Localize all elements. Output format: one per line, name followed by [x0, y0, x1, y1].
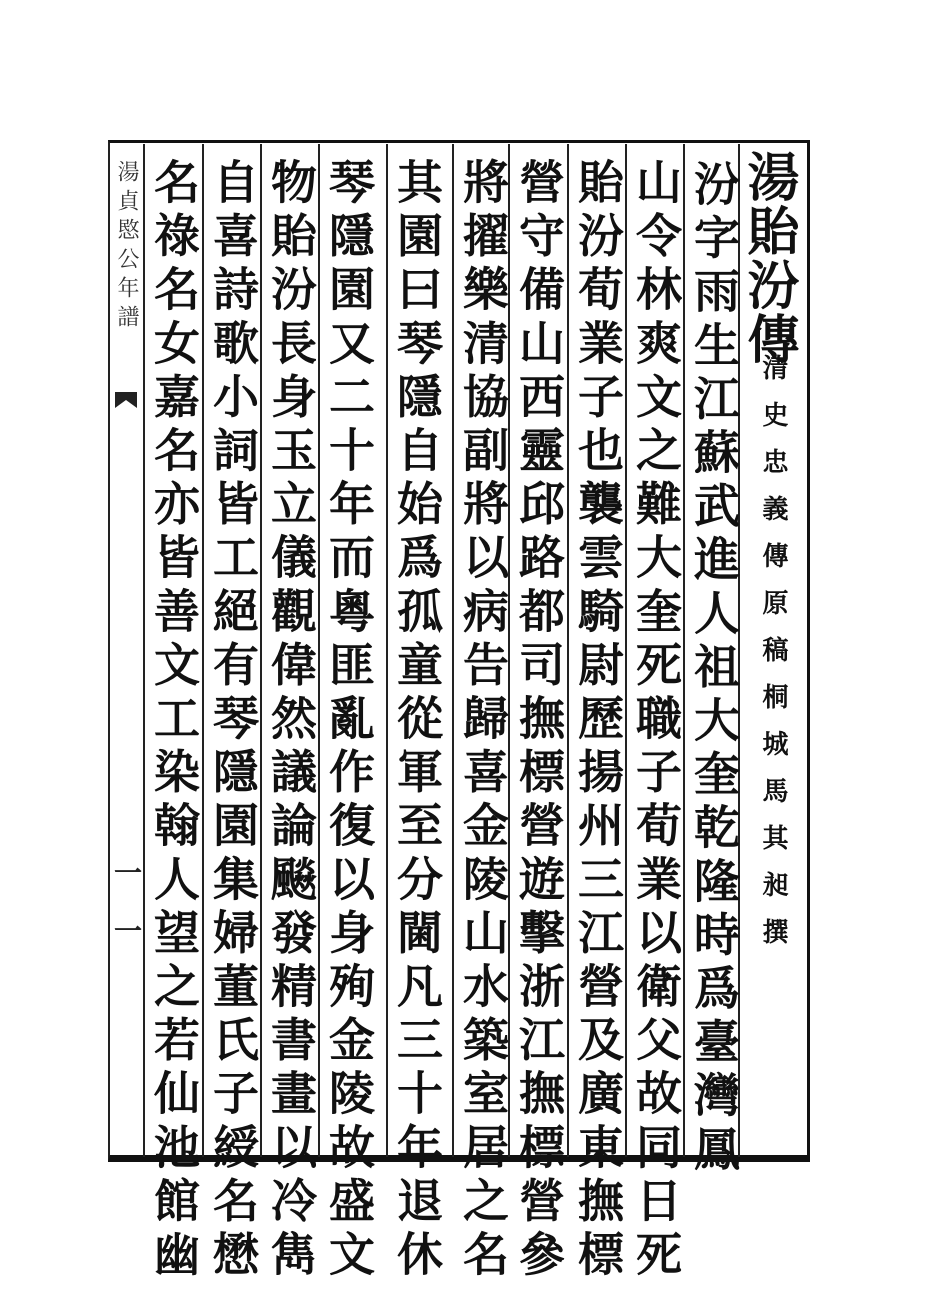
- document-title: 湯貽汾傳: [738, 150, 799, 366]
- fish-tail-mark-icon: [113, 388, 139, 412]
- page-folio: 一一: [110, 858, 143, 974]
- text-column-3: 貽汾荀業子也襲雲騎尉歷揚州三江營及廣東撫標: [571, 158, 625, 1284]
- text-column-2: 山令林爽文之難大奎死職子荀業以衛父故同日死: [629, 158, 683, 1284]
- text-column-6: 其園曰琴隱自始爲孤童從軍至分閫凡三十年退休: [390, 158, 444, 1284]
- margin-label: 湯貞愍公年譜: [114, 160, 139, 334]
- text-column-9: 自喜詩歌小詞皆工絕有琴隱園集婦董氏子綬名懋: [206, 158, 260, 1284]
- title-column: [739, 150, 797, 366]
- text-column-4: 營守備山西靈邱路都司撫標營遊擊浙江撫標營參: [512, 158, 566, 1284]
- text-column-1: [685, 160, 743, 1178]
- text-column-7: 琴隱園又二十年而粵匪亂作復以身殉金陵故盛文: [322, 158, 376, 1284]
- text-column-8: 物貽汾長身玉立儀觀偉然議論飈發精書畫以冷雋: [264, 158, 318, 1284]
- text-column-5: 將擢樂清協副將以病告歸喜金陵山水築室居之名: [456, 158, 510, 1284]
- source-note: 清史忠義傳原稿桐城馬其昶撰: [758, 354, 788, 965]
- text-column-10: 名祿名女嘉名亦皆善文工染翰人望之若仙池館幽: [147, 158, 201, 1284]
- column-text: 汾字雨生江蘇武進人祖大奎乾隆時爲臺灣鳳: [687, 160, 741, 1179]
